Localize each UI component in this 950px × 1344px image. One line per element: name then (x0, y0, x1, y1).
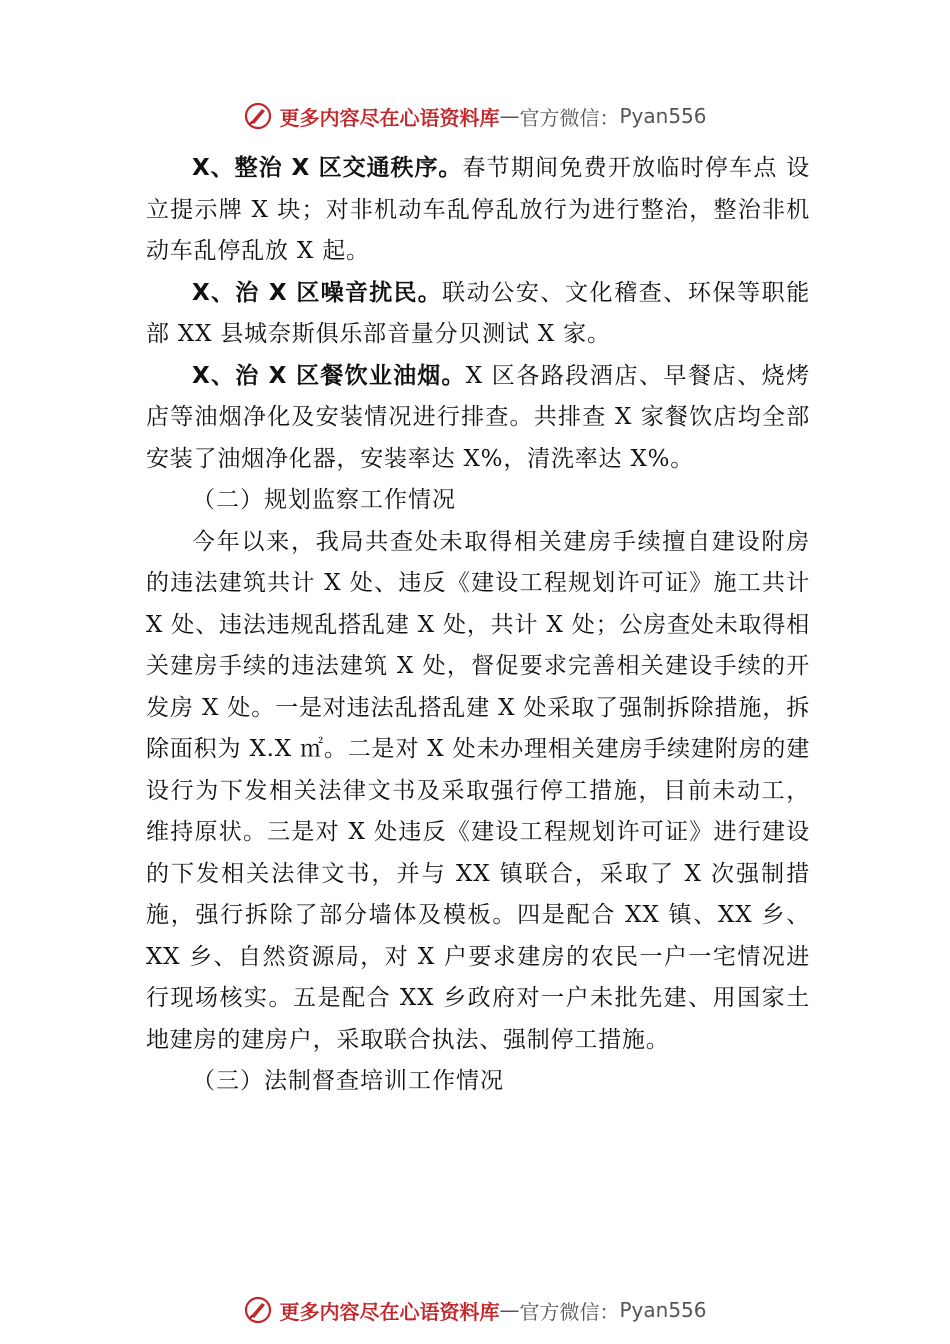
section-text-traffic: 春节期间免费开放临时停车点 设立提示牌 X 块；对非机动车乱停乱放行为进行整治，整治非机动车乱停乱放 X 起。 (146, 155, 811, 264)
header-watermark (0, 96, 950, 136)
watermark-dash: — (499, 1298, 520, 1322)
footer-watermark (0, 1290, 950, 1330)
section-paragraph-noise (146, 273, 810, 356)
section-title-noise: X、治 X 区噪音扰民。 (192, 279, 443, 306)
planning-supervision-paragraph: 今年以来，我局共查处未取得相关建房手续擅自建设附房的违法建筑共计 X 处、违反《建设工程规划许可证》施工共计 X 处、违法违规乱搭乱建 X 处，共计 X 处；公房查处未取得相关建房手续的违法建筑 X 处，督促要求完善相关建设手续的开发房 X 处。一是对违法乱搭乱建 X 处采取了强制拆除措施，拆除面积为 X.X ㎡。二是对 X 处未办理相关建房手续建附房的建设行为下发相关法律文书及采取强行停工措施，目前未动工，维持原状。三是对 X 处违反《建设工程规划许可证》进行建设的下发相关法律文书，并与 XX 镇联合，采取了 X 次强制措施，强行拆除了部分墙体及模板。四是配合 XX 镇、XX 乡、XX 乡、自然资源局，对 X 户要求建房的农民一户一宅情况进行现场核实。五是配合 XX 乡政府对一户未批先建、用国家土地建房的建房户，采取联合执法、强制停工措施。 (146, 528, 810, 1053)
watermark-dash: — (499, 104, 520, 128)
watermark-wechat-id: Pyan556 (619, 104, 707, 128)
pen-seal-icon (243, 1295, 273, 1325)
section-paragraph-traffic (146, 148, 810, 273)
pen-seal-icon (243, 101, 273, 131)
section-title-oil-smoke: X、治 X 区餐饮业油烟。 (192, 362, 466, 389)
watermark-official-label: 官方微信： (519, 105, 620, 130)
watermark-main-text: 更多内容尽在心语资料库 (279, 1299, 500, 1324)
heading-planning-supervision: （二）规划监察工作情况 (192, 487, 456, 513)
section-paragraph-oil-smoke (146, 356, 810, 481)
watermark-wechat-id: Pyan556 (619, 1298, 707, 1322)
watermark-main-text: 更多内容尽在心语资料库 (279, 105, 500, 130)
section-title-traffic: X、整治 X 区交通秩序。 (192, 155, 463, 181)
section-text-noise: 联动公安、文化稽查、环保等职能部 XX 县城奈斯俱乐部音量分贝测试 X 家。 (146, 279, 811, 347)
heading-legal-training: （三）法制督查培训工作情况 (192, 1068, 504, 1094)
watermark-official-label: 官方微信： (519, 1299, 620, 1324)
document-body (146, 148, 810, 1103)
section-text-oil-smoke: X 区各路段酒店、早餐店、烧烤店等油烟净化及安装情况进行排查。共排查 X 家餐饮店均全部安装了油烟净化器，安装率达 X%，清洗率达 X%。 (146, 362, 810, 472)
